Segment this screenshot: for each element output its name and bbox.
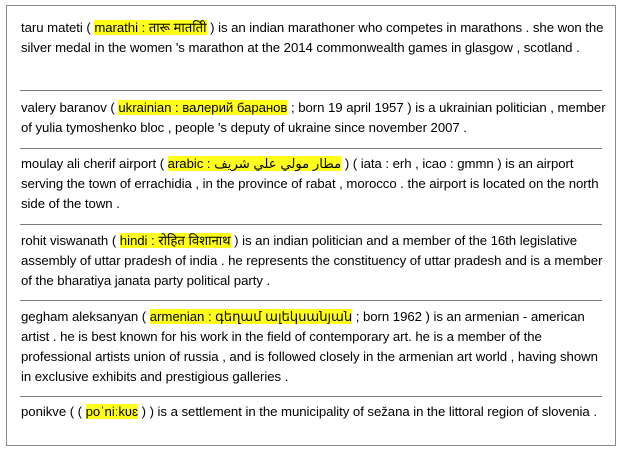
entry-divider [20,300,602,301]
entry-text: ) is an indian politician and a member of the 16th legislative assembly of uttar pradesh of india . he represents the constituency of uttar pradesh and is a member of the bharatiya janata party political party . [21,233,603,288]
text-panel [6,5,616,446]
entry-divider [20,148,602,149]
entry-rohit-viswanath [21,231,609,291]
entry-text: ) ) is a settlement in the municipality of sežana in the littoral region of slovenia . [138,404,597,419]
entry-text: gegham aleksanyan ( [21,309,150,324]
entry-text: ponikve ( ( [21,404,86,419]
entry-divider [20,396,602,397]
entry-text: ) ( iata : erh , icao : gmmn ) is an airport serving the town of errachidia , in the province of rabat , morocco . the airport is located on the north side of the town . [21,156,599,211]
entry-ponikve [21,402,609,422]
highlighted-native-name: hindi : रोहित विशानाथ [119,233,231,248]
entry-divider [20,224,602,225]
highlighted-native-name: armenian : գեղամ ալեկսանյան [149,309,353,324]
entry-taru-mateti [21,18,609,58]
highlighted-native-name: poˈniːkʋɛ [85,404,139,419]
highlighted-native-name: marathi : तारू माततिी [94,20,207,35]
entry-text: ; born 1962 ) is an armenian - american artist . he is best known for his work in the field of contemporary art. he is a member of the professional artists union of russia , and is followed closely in the armenian art world , having shown in exclusive exhibits and prestigious galleries . [21,309,598,384]
entry-text: moulay ali cherif airport ( [21,156,168,171]
entry-gegham-aleksanyan [21,307,609,387]
entry-valery-baranov [21,98,609,138]
entry-divider [20,90,602,91]
entry-moulay-ali-cherif-airport [21,154,609,214]
entry-text: ; born 19 april 1957 ) is a ukrainian politician , member of yulia tymoshenko bloc , people 's deputy of ukraine since november 2007 . [21,100,606,135]
highlighted-native-name: arabic : مطار مولي علي شريف [167,156,342,171]
entry-text: rohit viswanath ( [21,233,120,248]
entry-text: ) is an indian marathoner who competes in marathons . she won the silver medal in the women 's marathon at the 2014 commonwealth games in glasgow , scotland . [21,20,604,55]
entry-text: valery baranov ( [21,100,119,115]
entry-text: taru mateti ( [21,20,95,35]
highlighted-native-name: ukrainian : валерий баранов [118,100,288,115]
